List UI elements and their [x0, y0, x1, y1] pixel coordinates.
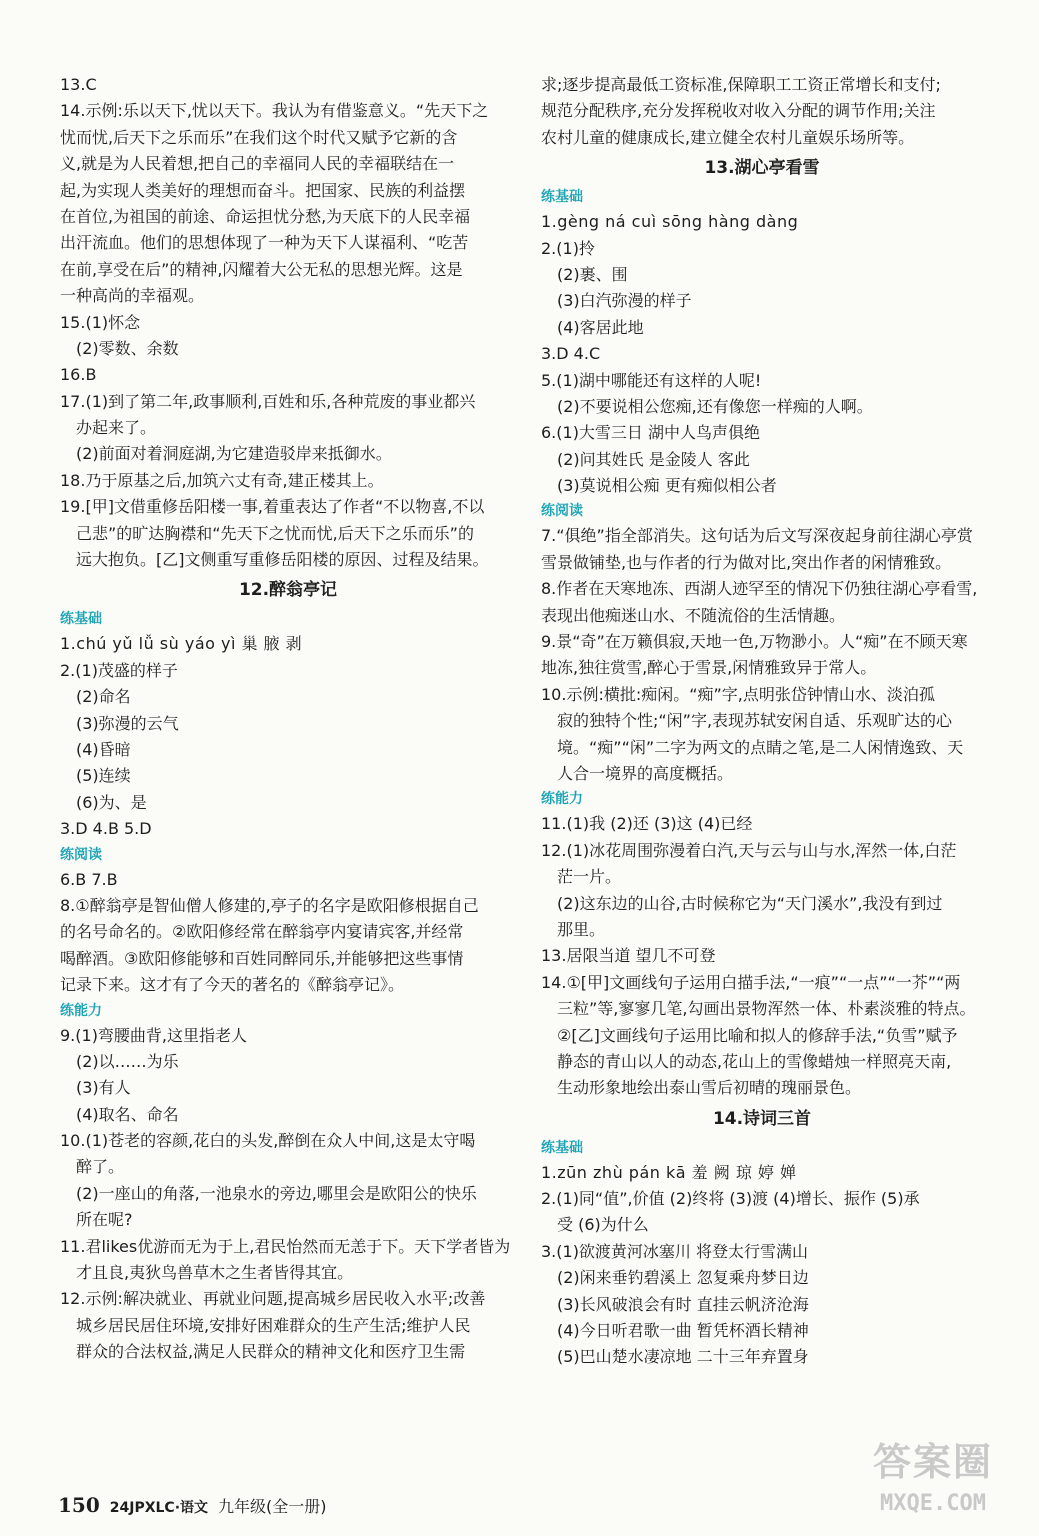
- section-label: 练能力: [60, 1002, 102, 1019]
- answer-continuation: 雪景做铺垫,也与作者的行为做对比,突出作者的闲情雅致。: [541, 552, 952, 572]
- answer-line: 13.C: [60, 75, 97, 94]
- answer-continuation: 表现出他痴迷山水、不随流俗的生活情趣。: [541, 605, 846, 625]
- answer-subline: (2)零数、余数: [76, 338, 179, 358]
- answer-subline: (4)今日听君歌一曲 暂凭杯酒长精神: [557, 1321, 809, 1341]
- answer-subline: (3)莫说相公痴 更有痴似相公者: [557, 476, 777, 496]
- answer-continuation: 义,就是为人民着想,把自己的幸福同人民的幸福联结在一: [60, 154, 455, 174]
- answer-subline: (2)前面对着洞庭湖,为它建造驳岸来抵御水。: [76, 444, 392, 464]
- answer-subline: 静态的青山以人的动态,花山上的雪像蜡烛一样照亮天南,: [557, 1051, 952, 1071]
- section-label: 练基础: [541, 189, 583, 206]
- answer-line: 3.D 4.B 5.D: [60, 819, 152, 839]
- section-label: 练基础: [60, 611, 102, 628]
- answer-subline: 那里。: [557, 919, 606, 939]
- answer-subline: 人合一境界的高度概括。: [557, 763, 734, 783]
- answer-continuation: 地冻,独往赏雪,醉心于雪景,闲情雅致异于常人。: [541, 658, 877, 678]
- answer-line: 12.(1)冰花周围弥漫着白汽,天与云与山与水,浑然一体,白茫: [541, 840, 957, 860]
- answer-continuation: 记录下来。这才有了今天的著名的《醉翁亭记》。: [60, 975, 405, 995]
- pinyin-line: 1.gèng ná cuì sōng hàng dàng: [541, 212, 799, 232]
- answer-line: 14.①[甲]文画线句子运用白描手法,“一痕”“一点”“一芥”“两: [541, 972, 961, 992]
- answer-line: 11.君likes优游而无为于上,君民怡然而无恙于下。天下学者皆为: [60, 1236, 511, 1256]
- section-title: 14.诗词三首: [712, 1108, 812, 1129]
- answer-subline: (4)取名、命名: [76, 1104, 179, 1124]
- answer-continuation: 出汗流血。他们的思想体现了一种为天下人谋福利、“吃苦: [60, 233, 469, 253]
- answer-subline: 办起来了。: [76, 418, 157, 438]
- answer-subline: 城乡居民居住环境,安排好困难群众的生产生活;维护人民: [76, 1315, 471, 1335]
- answer-subline: 才且良,夷狄鸟兽草木之生者皆得其宜。: [76, 1263, 354, 1283]
- answer-subline: 醉了。: [76, 1157, 125, 1177]
- answer-line: 13.居限当道 望几不可登: [541, 946, 716, 966]
- watermark-url: MXQE.COM: [880, 1491, 986, 1516]
- section-title: 13.湖心亭看雪: [704, 158, 820, 179]
- answer-line: 9.(1)弯腰曲背,这里指老人: [60, 1025, 248, 1045]
- right-column: [541, 72, 983, 1371]
- answer-continuation: 农村儿童的健康成长,建立健全农村儿童娱乐场所等。: [541, 127, 915, 147]
- answer-continuation: 一种高尚的幸福观。: [60, 286, 205, 306]
- answer-line: 9.景“奇”在万籁俱寂,天地一色,万物渺小。人“痴”在不顾天寒: [541, 632, 968, 652]
- answer-subline: 远大抱负。[乙]文侧重写重修岳阳楼的原因、过程及结果。: [76, 550, 489, 570]
- answer-line: 10.示例:横批:痴闲。“痴”字,点明张岱钟情山水、淡泊孤: [541, 684, 935, 704]
- answer-line: 6.(1)大雪三日 湖中人鸟声俱绝: [541, 423, 761, 443]
- answer-line: 18.乃于原基之后,加筑六丈有奇,建正楼其上。: [60, 470, 384, 490]
- answer-subline: 寂的独特个性;“闲”字,表现苏轼安闲自适、乐观旷达的心: [557, 711, 953, 731]
- answer-continuation: 规范分配秩序,充分发挥税收对收入分配的调节作用;关注: [541, 101, 936, 121]
- answer-line: 14.示例:乐以天下,忧以天下。我认为有借鉴意义。“先天下之: [60, 101, 489, 121]
- left-column: [60, 72, 516, 1366]
- answer-line: 8.①醉翁亭是智仙僧人修建的,亭子的名字是欧阳修根据自己: [60, 895, 479, 915]
- answer-subline: 茫一片。: [557, 867, 622, 887]
- answer-line: 17.(1)到了第二年,政事顺利,百姓和乐,各种荒废的事业都兴: [60, 391, 476, 411]
- answer-continuation: 在前,享受在后”的精神,闪耀着大公无私的思想光辉。这是: [60, 259, 463, 279]
- answer-subline: (4)客居此地: [557, 317, 644, 337]
- answer-line: 19.[甲]文借重修岳阳楼一事,着重表达了作者“不以物喜,不以: [60, 497, 485, 517]
- answer-subline: (5)巴山楚水凄凉地 二十三年弃置身: [557, 1347, 809, 1367]
- answer-subline: (2)命名: [76, 687, 131, 707]
- answer-subline: 群众的合法权益,满足人民群众的精神文化和医疗卫生需: [76, 1342, 466, 1362]
- section-label: 练基础: [541, 1139, 583, 1156]
- answer-line: 2.(1)茂盛的样子: [60, 660, 178, 680]
- answer-line: 3.D 4.C: [541, 344, 601, 364]
- answer-subline: (2)问其姓氏 是金陵人 客此: [557, 449, 750, 469]
- answer-subline: (2)一座山的角落,一池泉水的旁边,哪里会是欧阳公的快乐: [76, 1183, 477, 1203]
- answer-subline: (2)以……为乐: [76, 1051, 179, 1071]
- answer-subline: 生动形象地绘出泰山雪后初晴的瑰丽景色。: [557, 1078, 862, 1098]
- answer-line: 10.(1)苍老的容颜,花白的头发,醉倒在众人中间,这是太守喝: [60, 1131, 476, 1151]
- answer-subline: 己悲”的旷达胸襟和“先天下之忧而忧,后天下之乐而乐”的: [76, 523, 474, 543]
- answer-subline: (2)闲来垂钓碧溪上 忽复乘舟梦日边: [557, 1268, 809, 1288]
- answer-subline: 受 (6)为什么: [557, 1215, 649, 1235]
- answer-subline: (2)裹、围: [557, 264, 628, 284]
- answer-subline: 所在呢?: [76, 1210, 133, 1230]
- answer-continuation: 的名号命名的。②欧阳修经常在醉翁亭内宴请宾客,并经常: [60, 922, 464, 942]
- answer-line: 8.作者在天寒地冻、西湖人迹罕至的情况下仍独往湖心亭看雪,: [541, 579, 978, 599]
- answer-line: 16.B: [60, 365, 97, 385]
- answer-line: 2.(1)同“值”,价值 (2)终将 (3)渡 (4)增长、振作 (5)承: [541, 1189, 920, 1209]
- answer-line: 12.示例:解决就业、再就业问题,提高城乡居民收入水平;改善: [60, 1289, 486, 1309]
- answer-line: 3.(1)欲渡黄河冰塞川 将登太行雪满山: [541, 1241, 809, 1261]
- watermark-text: 答案圈: [872, 1440, 993, 1484]
- answer-subline: (4)昏暗: [76, 739, 131, 759]
- answer-subline: 境。“痴”“闲”二字为两文的点睛之笔,是二人闲情逸致、天: [557, 737, 964, 757]
- answer-subline: (5)连续: [76, 766, 131, 786]
- answer-continuation: 起,为实现人类美好的理想而奋斗。把国家、民族的利益摆: [60, 180, 466, 200]
- answer-subline: (3)有人: [76, 1078, 131, 1098]
- pinyin-line: 1.zūn zhù pán kā 羞 阙 琼 婷 婵: [541, 1162, 797, 1182]
- answer-subline: 三粒”等,寥寥几笔,勾画出景物浑然一体、朴素淡雅的特点。: [557, 999, 976, 1019]
- answer-subline: (3)白汽弥漫的样子: [557, 291, 692, 311]
- answer-line: 7.“俱绝”指全部消失。这句话为后文写深夜起身前往湖心亭赏: [541, 526, 973, 546]
- answer-subline: ②[乙]文画线句子运用比喻和拟人的修辞手法,“负雪”赋予: [557, 1025, 958, 1045]
- grade-label: 九年级(全一册): [218, 1497, 327, 1516]
- section-label: 练阅读: [541, 503, 583, 520]
- section-title: 12.醉翁亭记: [238, 580, 338, 601]
- answer-line: 5.(1)湖中哪能还有这样的人呢!: [541, 370, 762, 390]
- answer-continuation: 在首位,为祖国的前途、命运担忧分愁,为天底下的人民幸福: [60, 206, 471, 226]
- answer-line: 11.(1)我 (2)还 (3)这 (4)已经: [541, 814, 753, 834]
- answer-subline: (2)这东边的山谷,古时候称它为“天门溪水”,我没有到过: [557, 893, 943, 913]
- page-footer: [58, 1493, 327, 1517]
- watermark-logo: [838, 1434, 1028, 1530]
- answer-line: 2.(1)拎: [541, 238, 595, 258]
- section-label: 练阅读: [60, 846, 102, 863]
- answer-subline: (3)弥漫的云气: [76, 713, 179, 733]
- section-label: 练能力: [541, 791, 583, 808]
- answer-continuation: 喝醉酒。③欧阳修能够和百姓同醉同乐,并能够把这些事情: [60, 948, 464, 968]
- answer-continuation: 求;逐步提高最低工资标准,保障职工工资正常增长和支付;: [541, 75, 941, 94]
- pinyin-line: 1.chú yǔ lǚ sù yáo yì 巢 腋 剥: [60, 634, 303, 654]
- answer-continuation: 忧而忧,后天下之乐而乐”在我们这个时代又赋予它新的含: [60, 127, 458, 147]
- book-code: 24JPXLC·语文: [109, 1500, 209, 1516]
- answer-line: 15.(1)怀念: [60, 312, 141, 332]
- answer-subline: (3)长风破浪会有时 直挂云帆济沧海: [557, 1294, 809, 1314]
- page-number: 150: [58, 1493, 100, 1517]
- answer-line: 6.B 7.B: [60, 869, 118, 889]
- answer-subline: (2)不要说相公您痴,还有像您一样痴的人啊。: [557, 396, 873, 416]
- answer-subline: (6)为、是: [76, 792, 147, 812]
